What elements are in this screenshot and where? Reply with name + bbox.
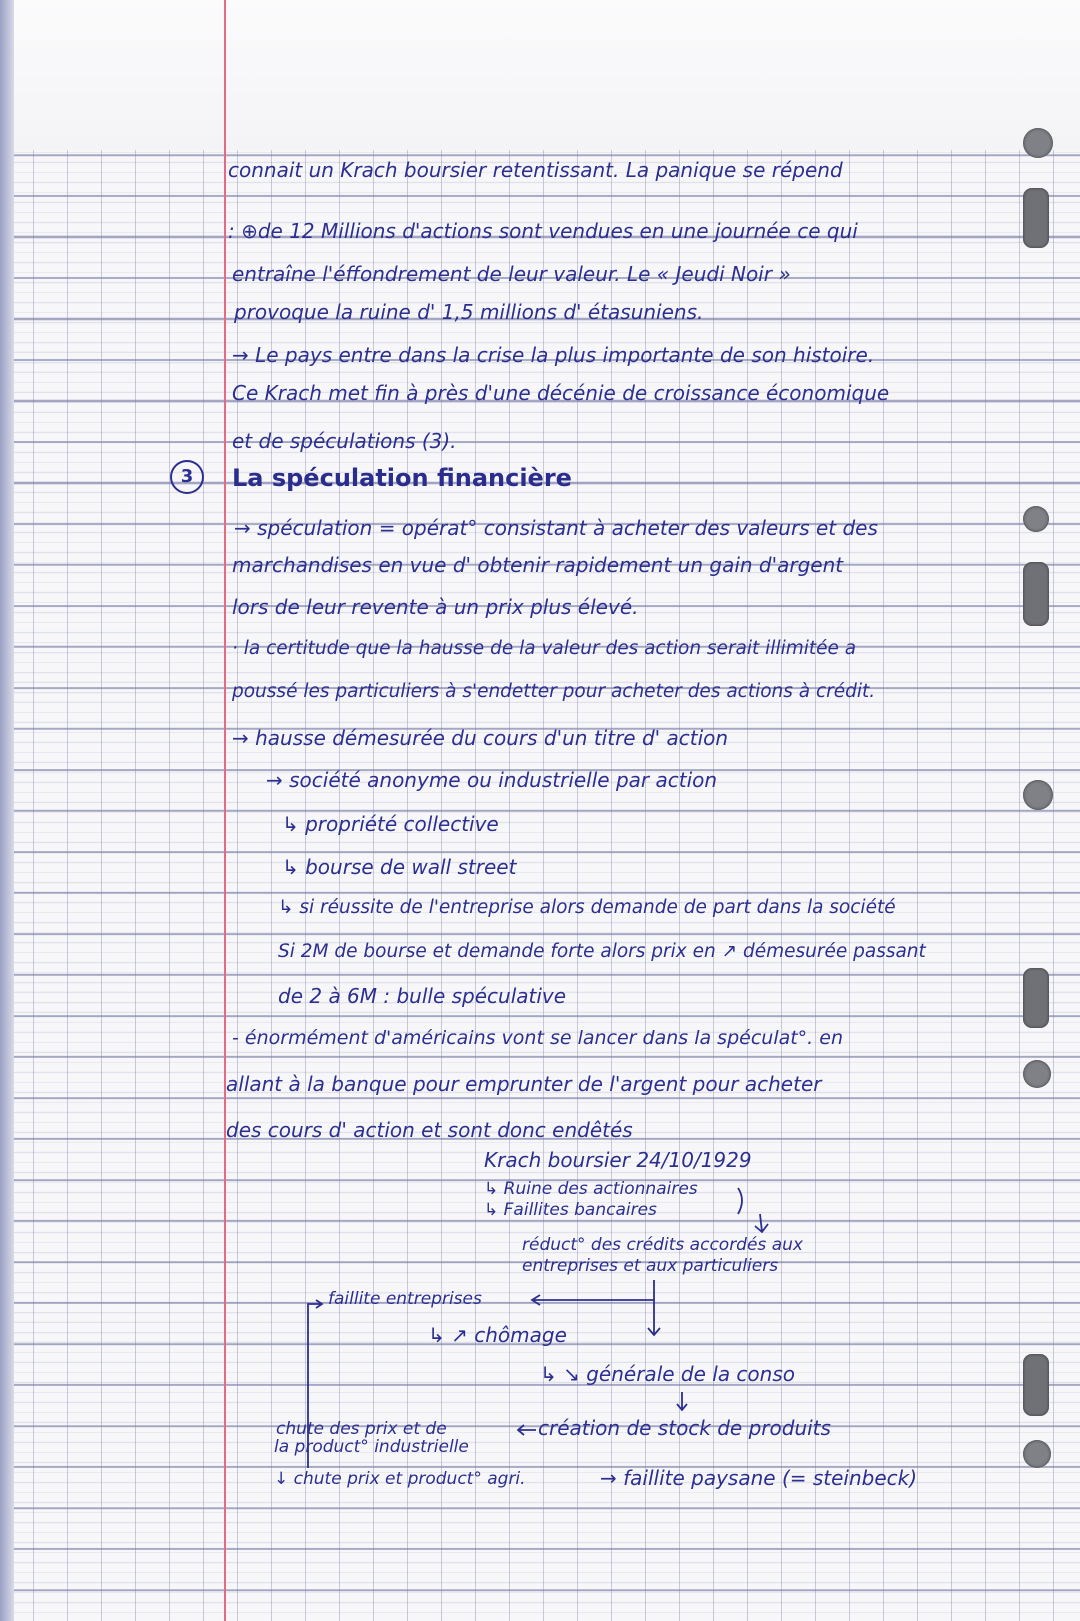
arrow-connector: [648, 1280, 660, 1335]
arrow-down-icon: [677, 1392, 687, 1410]
section-number: 3: [170, 460, 204, 494]
note-line: provoque la ruine d' 1,5 millions d' étasuniens.: [234, 300, 704, 324]
diagram-node: entreprises et aux particuliers: [522, 1256, 779, 1276]
note-line: ↳ bourse de wall street: [282, 855, 517, 879]
note-line: → hausse démesurée du cours d'un titre d' action: [232, 726, 729, 750]
note-line: : ⊕de 12 Millions d'actions sont vendues en une journée ce qui: [228, 219, 858, 243]
note-line: → spéculation = opérat° consistant à acheter des valeurs et des: [234, 516, 878, 540]
diagram-node: réduct° des crédits accordés aux: [522, 1235, 803, 1255]
diagram-node: chute des prix et de: [276, 1419, 447, 1439]
note-line: lors de leur revente à un prix plus élevé.: [232, 595, 639, 619]
note-line: et de spéculations (3).: [232, 429, 457, 453]
note-line: marchandises en vue d' obtenir rapidement un gain d'argent: [232, 553, 844, 577]
arrow-down-icon: [755, 1214, 768, 1232]
diagram-node: création de stock de produits: [538, 1416, 831, 1440]
note-line: connait un Krach boursier retentissant. La panique se répend: [228, 158, 843, 182]
diagram-node: → faillite paysane (= steinbeck): [600, 1466, 918, 1490]
note-line: allant à la banque pour emprunter de l'argent pour acheter: [226, 1072, 822, 1096]
diagram-node: la product° industrielle: [274, 1437, 469, 1457]
note-line: → société anonyme ou industrielle par action: [266, 768, 718, 792]
note-line: de 2 à 6M : bulle spéculative: [278, 984, 567, 1008]
diagram-node: ↓ chute prix et product° agri.: [274, 1469, 526, 1489]
diagram-node: ↳ ↘ générale de la conso: [540, 1362, 795, 1386]
section-title: La spéculation financière: [232, 464, 572, 492]
note-line: ↳ propriété collective: [282, 812, 499, 836]
note-line: poussé les particuliers à s'endetter pour acheter des actions à crédit.: [232, 681, 876, 702]
note-line: ↳ si réussite de l'entreprise alors demande de part dans la société: [278, 897, 896, 918]
note-line: des cours d' action et sont donc endêtés: [226, 1118, 633, 1142]
diagram-title: Krach boursier 24/10/1929: [484, 1148, 752, 1172]
note-line: entraîne l'éffondrement de leur valeur. Le « Jeudi Noir »: [232, 262, 791, 286]
arrow-left-icon: [532, 1295, 654, 1305]
diagram-node: ↳ Faillites bancaires: [484, 1200, 657, 1220]
arrow-bracket: [308, 1300, 322, 1468]
diagram-node: ↳ Ruine des actionnaires: [484, 1179, 698, 1199]
note-line: Si 2M de bourse et demande forte alors prix en ↗ démesurée passant: [278, 941, 926, 962]
note-line: · la certitude que la hausse de la valeur des action serait illimitée a: [232, 638, 857, 659]
arrow-bracket: [738, 1188, 742, 1214]
arrow-left-icon: [518, 1425, 536, 1435]
diagram-node: faillite entreprises: [328, 1289, 482, 1309]
diagram-node: ↳ ↗ chômage: [428, 1323, 567, 1347]
note-line: Ce Krach met fin à près d'une décénie de croissance économique: [232, 381, 890, 405]
note-line: - énormément d'américains vont se lancer dans la spéculat°. en: [232, 1027, 843, 1049]
note-line: → Le pays entre dans la crise la plus importante de son histoire.: [232, 343, 875, 367]
